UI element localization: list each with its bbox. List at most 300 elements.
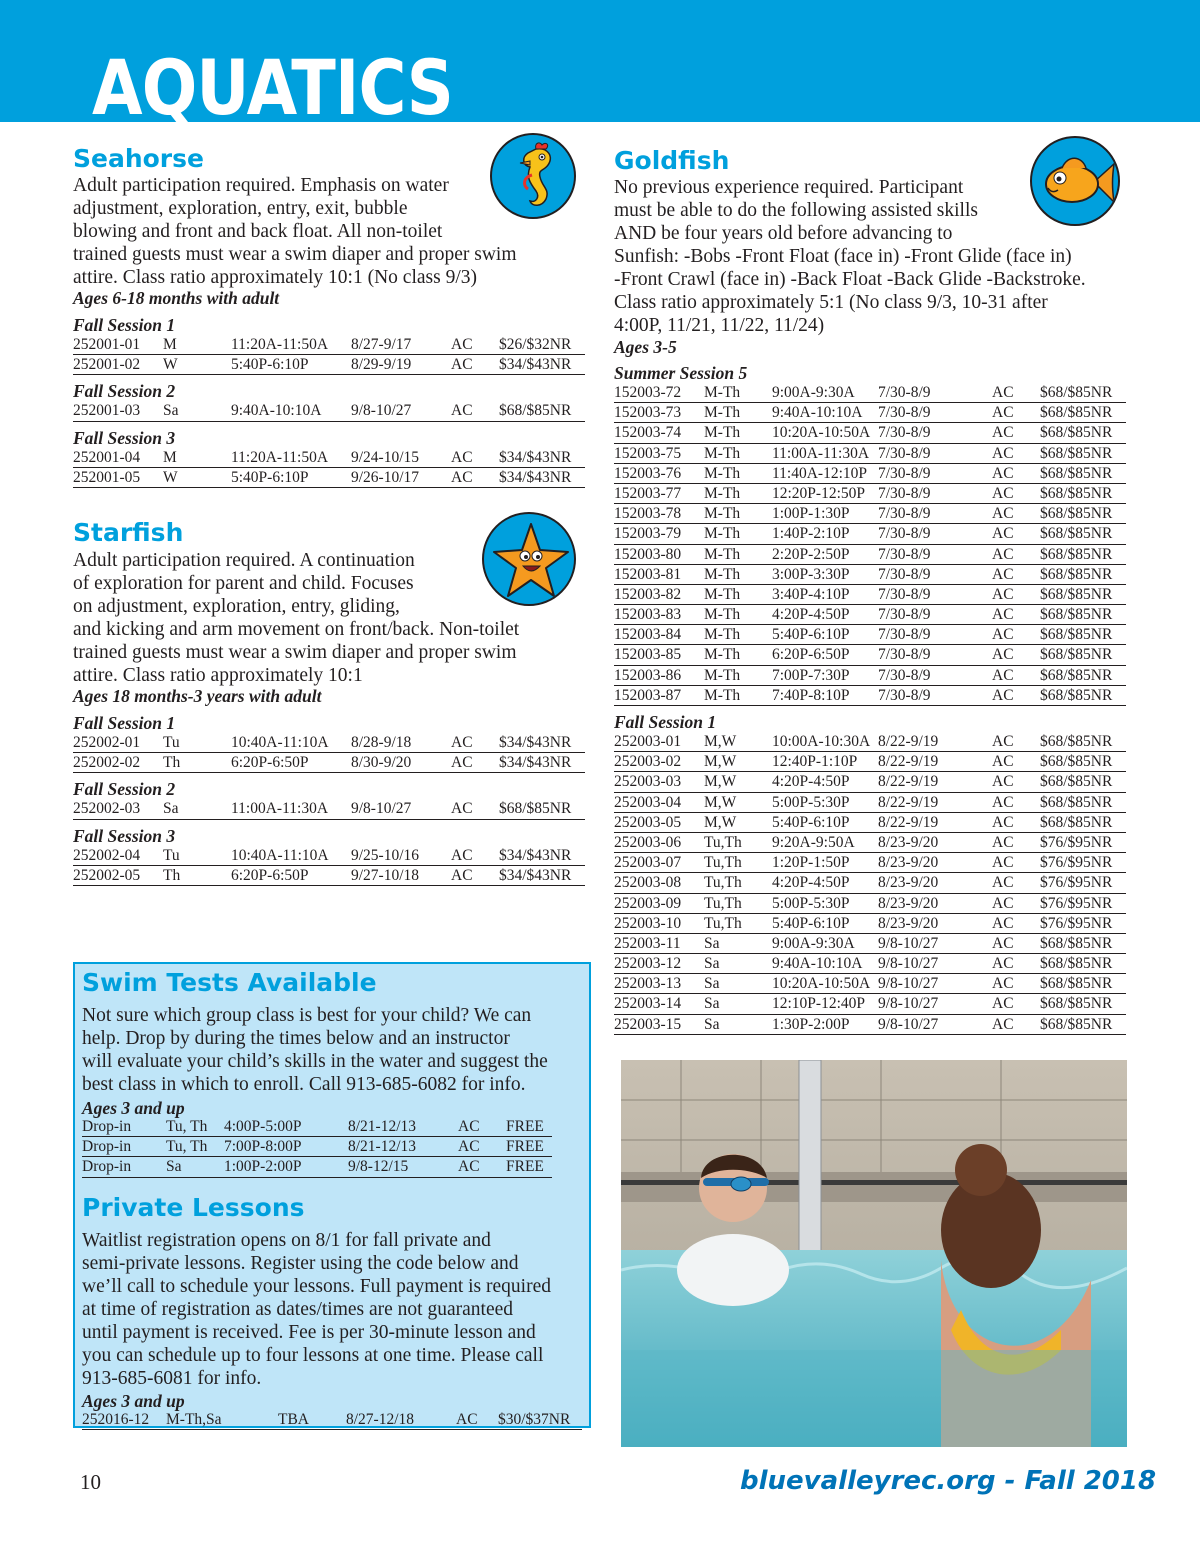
description-line: best class in which to enroll. Call 913-685-6082 for info. (82, 1074, 526, 1095)
location-cell: AC (451, 448, 473, 466)
location-cell: AC (992, 686, 1014, 704)
days-cell: Sa (163, 800, 179, 818)
location-cell: AC (992, 894, 1014, 912)
days-cell: Th (163, 754, 181, 772)
table-row (82, 1137, 552, 1157)
description-line: semi-private lessons. Register using the code below and (82, 1253, 519, 1274)
table-row (614, 423, 1126, 443)
seahorse-heading: Seahorse (73, 144, 204, 173)
location-cell: AC (992, 813, 1014, 831)
course-code-cell: 152003-75 (614, 444, 682, 462)
days-cell: Tu,Th (704, 894, 742, 912)
description-line: AND be four years old before advancing to (614, 223, 953, 244)
location-cell: AC (992, 525, 1014, 543)
course-code-cell: 152003-87 (614, 686, 682, 704)
session-heading: Fall Session 1 (73, 713, 176, 733)
fee-cell: $68/$85NR (1040, 793, 1113, 811)
time-cell: 4:20P-4:50P (772, 773, 850, 791)
days-cell: Sa (163, 402, 179, 420)
course-code-cell: Drop-in (82, 1158, 132, 1176)
location-cell: AC (992, 424, 1014, 442)
course-code-cell: 252003-05 (614, 813, 682, 831)
table-row (614, 585, 1126, 605)
description-line: until payment is received. Fee is per 30-minute lesson and (82, 1322, 536, 1343)
dates-cell: 7/30-8/9 (878, 525, 931, 543)
days-cell: M (163, 336, 177, 353)
dates-cell: 8/28-9/18 (351, 734, 412, 751)
description-line: Adult participation required. Emphasis on water (73, 175, 449, 196)
starfish-heading: Starfish (73, 518, 184, 547)
dates-cell: 8/30-9/20 (351, 754, 412, 772)
session-heading: Fall Session 1 (73, 315, 176, 335)
time-cell: 3:40P-4:10P (772, 585, 850, 603)
days-cell: M,W (704, 733, 737, 750)
days-cell: M-Th (704, 424, 741, 442)
course-code-cell: 252003-02 (614, 753, 682, 771)
fee-cell: $30/$37NR (498, 1411, 571, 1428)
fee-cell: $76/$95NR (1040, 894, 1113, 912)
location-cell: AC (451, 754, 473, 772)
location-cell: AC (992, 646, 1014, 664)
description-line: Class ratio approximately 5:1 (No class 9/3, 10-31 after (614, 292, 1048, 313)
location-cell: AC (992, 854, 1014, 872)
time-cell: 1:30P-2:00P (772, 1015, 850, 1033)
location-cell: AC (451, 402, 473, 420)
time-cell: 9:00A-9:30A (772, 934, 855, 952)
dates-cell: 9/8-10/27 (878, 934, 939, 952)
time-cell: 5:40P-6:10P (772, 626, 850, 644)
course-code-cell: 252003-14 (614, 995, 682, 1013)
dates-cell: 9/25-10/16 (351, 846, 420, 864)
table-row (614, 873, 1126, 893)
course-code-cell: 252002-01 (73, 734, 141, 751)
dates-cell: 7/30-8/9 (878, 424, 931, 442)
course-code-cell: 252003-13 (614, 975, 682, 993)
dates-cell: 9/8-10/27 (878, 955, 939, 973)
time-cell: 12:10P-12:40P (772, 995, 866, 1013)
fee-cell: $34/$43NR (499, 468, 572, 486)
time-cell: 7:00P-7:30P (772, 666, 850, 684)
table-row (614, 954, 1126, 974)
starfish-icon (482, 512, 576, 606)
location-cell: AC (992, 833, 1014, 851)
description-line: blowing and front and back float. All non-toilet (73, 221, 443, 242)
days-cell: M-Th (704, 585, 741, 603)
course-code-cell: 152003-73 (614, 404, 682, 422)
table-row (614, 974, 1126, 994)
description-line: attire. Class ratio approximately 10:1 (No class 9/3) (73, 267, 477, 288)
fee-cell: $68/$85NR (1040, 753, 1113, 771)
days-cell: Tu, Th (166, 1118, 208, 1135)
description-line: of exploration for parent and child. Focuses (73, 573, 414, 594)
dates-cell: 8/23-9/20 (878, 914, 939, 932)
location-cell: AC (456, 1411, 478, 1428)
table-row (614, 793, 1126, 813)
session-heading: Summer Session 5 (614, 363, 748, 383)
table-row (614, 625, 1126, 645)
days-cell: M-Th (704, 626, 741, 644)
session-heading: Fall Session 2 (73, 779, 176, 800)
table-row (614, 772, 1126, 792)
fee-cell: $68/$85NR (1040, 404, 1113, 422)
dates-cell: 7/30-8/9 (878, 545, 931, 563)
time-cell: 10:20A-10:50A (772, 424, 871, 442)
fee-cell: $68/$85NR (1040, 995, 1113, 1013)
description-line: No previous experience required. Participant (614, 177, 964, 198)
course-code-cell: 252016-12 (82, 1411, 150, 1428)
time-cell: TBA (278, 1411, 309, 1428)
table-row (614, 444, 1126, 464)
footer-site-label: bluevalleyrec.org - Fall 2018 (740, 1466, 1157, 1496)
course-code-cell: 252002-02 (73, 754, 141, 772)
location-cell: AC (992, 545, 1014, 563)
fee-cell: $26/$32NR (499, 336, 572, 353)
fee-cell: $68/$85NR (1040, 585, 1113, 603)
days-cell: M-Th (704, 384, 741, 401)
days-cell: W (163, 356, 178, 374)
description-line: you can schedule up to four lessons at one time. Please call (82, 1345, 544, 1366)
table-row (73, 846, 585, 866)
course-code-cell: 152003-82 (614, 585, 682, 603)
table-row (614, 484, 1126, 504)
seahorse-schedule (73, 315, 585, 488)
location-cell: AC (451, 336, 473, 353)
dates-cell: 8/22-9/19 (878, 753, 939, 771)
fee-cell: $68/$85NR (1040, 525, 1113, 543)
fee-cell: $68/$85NR (1040, 606, 1113, 624)
swim-tests-heading: Swim Tests Available (82, 968, 377, 997)
description-line: at time of registration as dates/times are not guaranteed (82, 1299, 514, 1320)
fee-cell: $68/$85NR (499, 800, 572, 818)
fee-cell: $68/$85NR (499, 402, 572, 420)
time-cell: 5:40P-6:10P (772, 914, 850, 932)
description-line: Not sure which group class is best for your child? We can (82, 1005, 532, 1026)
time-cell: 12:20P-12:50P (772, 484, 866, 502)
dates-cell: 8/29-9/19 (351, 356, 412, 374)
location-cell: AC (992, 955, 1014, 973)
table-row (614, 524, 1126, 544)
fee-cell: $68/$85NR (1040, 666, 1113, 684)
dates-cell: 8/22-9/19 (878, 813, 939, 831)
course-code-cell: Drop-in (82, 1118, 132, 1135)
time-cell: 9:20A-9:50A (772, 833, 855, 851)
location-cell: AC (451, 734, 473, 751)
description-line: help. Drop by during the times below and an instructor (82, 1028, 510, 1049)
course-code-cell: 152003-79 (614, 525, 682, 543)
table-row (82, 1157, 552, 1177)
days-cell: Sa (166, 1158, 182, 1176)
time-cell: 10:40A-11:10A (231, 846, 329, 864)
description-line: and kicking and arm movement on front/back. Non-toilet (73, 619, 520, 640)
fee-cell: $34/$43NR (499, 448, 572, 466)
location-cell: AC (992, 666, 1014, 684)
location-cell: AC (992, 995, 1014, 1013)
time-cell: 11:20A-11:50A (231, 448, 329, 466)
swim-lesson-photo (621, 1060, 1127, 1447)
table-row (614, 686, 1126, 706)
course-code-cell: 152003-78 (614, 505, 682, 523)
fee-cell: $34/$43NR (499, 356, 572, 374)
fee-cell: $68/$85NR (1040, 424, 1113, 442)
dates-cell: 9/8-10/27 (351, 800, 412, 818)
dates-cell: 9/8-10/27 (878, 995, 939, 1013)
time-cell: 11:00A-11:30A (772, 444, 870, 462)
session-heading: Fall Session 2 (73, 381, 176, 402)
fee-cell: $34/$43NR (499, 866, 572, 884)
location-cell: AC (992, 914, 1014, 932)
location-cell: AC (451, 356, 473, 374)
fee-cell: $68/$85NR (1040, 384, 1113, 401)
course-code-cell: 152003-72 (614, 384, 682, 401)
description-line: trained guests must wear a swim diaper and proper swim (73, 244, 517, 265)
table-row (73, 866, 585, 886)
swim-tests-ages: Ages 3 and up (82, 1098, 185, 1118)
days-cell: Tu (163, 734, 180, 751)
days-cell: Tu,Th (704, 914, 742, 932)
days-cell: Tu,Th (704, 874, 742, 892)
location-cell: AC (451, 846, 473, 864)
location-cell: AC (451, 468, 473, 486)
fee-cell: $68/$85NR (1040, 444, 1113, 462)
course-code-cell: 152003-81 (614, 565, 682, 583)
days-cell: M-Th (704, 404, 741, 422)
time-cell: 9:40A-10:10A (231, 402, 322, 420)
table-row (73, 448, 585, 468)
goldfish-heading: Goldfish (614, 146, 730, 175)
time-cell: 11:40A-12:10P (772, 464, 868, 482)
days-cell: M-Th (704, 464, 741, 482)
time-cell: 10:00A-10:30A (772, 733, 871, 750)
location-cell: AC (458, 1118, 480, 1135)
fee-cell: $68/$85NR (1040, 646, 1113, 664)
description-line: must be able to do the following assisted skills (614, 200, 978, 221)
description-line: Adult participation required. A continuation (73, 550, 415, 571)
course-code-cell: 252002-04 (73, 846, 141, 864)
table-row (614, 666, 1126, 686)
table-row (614, 545, 1126, 565)
fee-cell: $68/$85NR (1040, 813, 1113, 831)
course-code-cell: 252001-05 (73, 468, 141, 486)
dates-cell: 7/30-8/9 (878, 505, 931, 523)
course-code-cell: 252003-01 (614, 733, 682, 750)
swim-tests-schedule (82, 1117, 552, 1178)
course-code-cell: 252001-02 (73, 356, 141, 374)
table-row (614, 383, 1126, 403)
table-row (614, 894, 1126, 914)
dates-cell: 9/24-10/15 (351, 448, 420, 466)
description-line: attire. Class ratio approximately 10:1 (73, 665, 363, 686)
location-cell: AC (992, 626, 1014, 644)
session-heading: Fall Session 3 (73, 825, 176, 846)
starfish-schedule (73, 713, 585, 886)
time-cell: 5:40P-6:10P (231, 356, 309, 374)
table-row (614, 994, 1126, 1014)
dates-cell: 7/30-8/9 (878, 646, 931, 664)
dates-cell: 9/27-10/18 (351, 866, 420, 884)
table-row (73, 733, 585, 753)
table-row (614, 853, 1126, 873)
swim-tests-box (73, 962, 591, 1428)
location-cell: AC (451, 800, 473, 818)
location-cell: AC (992, 444, 1014, 462)
location-cell: AC (992, 484, 1014, 502)
dates-cell: 8/22-9/19 (878, 733, 939, 750)
fee-cell: $34/$43NR (499, 846, 572, 864)
fee-cell: FREE (506, 1158, 544, 1176)
course-code-cell: 252003-15 (614, 1015, 682, 1033)
table-row (614, 934, 1126, 954)
fee-cell: $68/$85NR (1040, 733, 1113, 750)
days-cell: M-Th (704, 646, 741, 664)
course-code-cell: 252003-04 (614, 793, 682, 811)
course-code-cell: 252003-06 (614, 833, 682, 851)
location-cell: AC (992, 934, 1014, 952)
days-cell: Sa (704, 955, 720, 973)
time-cell: 5:40P-6:10P (772, 813, 850, 831)
time-cell: 9:40A-10:10A (772, 404, 863, 422)
table-row (614, 914, 1126, 934)
time-cell: 6:20P-6:50P (231, 754, 309, 772)
time-cell: 1:00P-2:00P (224, 1158, 302, 1176)
dates-cell: 7/30-8/9 (878, 666, 931, 684)
time-cell: 6:20P-6:50P (231, 866, 309, 884)
description-line: will evaluate your child’s skills in the water and suggest the (82, 1051, 548, 1072)
course-code-cell: 252002-05 (73, 866, 141, 884)
table-row (614, 813, 1126, 833)
fee-cell: $76/$95NR (1040, 874, 1113, 892)
course-code-cell: 252003-08 (614, 874, 682, 892)
course-code-cell: Drop-in (82, 1138, 132, 1156)
location-cell: AC (992, 606, 1014, 624)
table-row (614, 833, 1126, 853)
location-cell: AC (992, 773, 1014, 791)
dates-cell: 7/30-8/9 (878, 444, 931, 462)
dates-cell: 8/23-9/20 (878, 854, 939, 872)
dates-cell: 7/30-8/9 (878, 404, 931, 422)
dates-cell: 9/8-10/27 (878, 1015, 939, 1033)
time-cell: 5:00P-5:30P (772, 793, 850, 811)
dates-cell: 7/30-8/9 (878, 606, 931, 624)
fee-cell: $68/$85NR (1040, 686, 1113, 704)
fee-cell: $76/$95NR (1040, 914, 1113, 932)
days-cell: M (163, 448, 177, 466)
time-cell: 4:20P-4:50P (772, 874, 850, 892)
table-row (73, 355, 585, 375)
time-cell: 6:20P-6:50P (772, 646, 850, 664)
dates-cell: 8/21-12/13 (348, 1138, 417, 1156)
course-code-cell: 252003-12 (614, 955, 682, 973)
seahorse-ages: Ages 6-18 months with adult (73, 288, 280, 308)
description-line: we’ll call to schedule your lessons. Full payment is required (82, 1276, 551, 1297)
location-cell: AC (992, 384, 1014, 401)
description-line: 913-685-6081 for info. (82, 1368, 262, 1389)
location-cell: AC (992, 733, 1014, 750)
description-line: on adjustment, exploration, entry, gliding, (73, 596, 400, 617)
description-line: -Front Crawl (face in) -Back Float -Back Glide -Backstroke. (614, 269, 1086, 290)
dates-cell: 9/26-10/17 (351, 468, 420, 486)
days-cell: Tu,Th (704, 854, 742, 872)
days-cell: Tu, Th (166, 1138, 208, 1156)
days-cell: M-Th (704, 565, 741, 583)
time-cell: 10:20A-10:50A (772, 975, 871, 993)
table-row (82, 1117, 552, 1137)
fee-cell: FREE (506, 1138, 544, 1156)
days-cell: Sa (704, 1015, 720, 1033)
swim-tests-description (82, 1004, 587, 1096)
time-cell: 11:20A-11:50A (231, 336, 329, 353)
fee-cell: $76/$95NR (1040, 833, 1113, 851)
dates-cell: 7/30-8/9 (878, 626, 931, 644)
location-cell: AC (458, 1158, 480, 1176)
location-cell: AC (992, 585, 1014, 603)
dates-cell: 9/8-10/27 (351, 402, 412, 420)
dates-cell: 8/22-9/19 (878, 793, 939, 811)
days-cell: M-Th (704, 505, 741, 523)
days-cell: M,W (704, 753, 737, 771)
course-code-cell: 152003-76 (614, 464, 682, 482)
description-line: Sunfish: -Bobs -Front Float (face in) -Front Glide (face in) (614, 246, 1072, 267)
header-banner (0, 0, 1200, 132)
time-cell: 4:20P-4:50P (772, 606, 850, 624)
goldfish-icon (1030, 136, 1120, 226)
dates-cell: 7/30-8/9 (878, 464, 931, 482)
private-lessons-heading: Private Lessons (82, 1193, 305, 1222)
private-lessons-ages: Ages 3 and up (82, 1391, 185, 1411)
course-code-cell: 252003-09 (614, 894, 682, 912)
days-cell: M-Th,Sa (166, 1411, 222, 1428)
time-cell: 1:40P-2:10P (772, 525, 850, 543)
dates-cell: 7/30-8/9 (878, 565, 931, 583)
fee-cell: $68/$85NR (1040, 773, 1113, 791)
course-code-cell: 252003-10 (614, 914, 682, 932)
course-code-cell: 152003-83 (614, 606, 682, 624)
page-title: AQUATICS (92, 43, 453, 132)
table-row (82, 1410, 582, 1430)
table-row (73, 799, 585, 819)
days-cell: M,W (704, 793, 737, 811)
time-cell: 3:00P-3:30P (772, 565, 850, 583)
course-code-cell: 252001-01 (73, 336, 141, 353)
days-cell: M-Th (704, 545, 741, 563)
dates-cell: 7/30-8/9 (878, 384, 931, 401)
table-row (614, 1015, 1126, 1035)
location-cell: AC (992, 753, 1014, 771)
description-line: adjustment, exploration, entry, exit, bubble (73, 198, 408, 219)
days-cell: M-Th (704, 606, 741, 624)
dates-cell: 8/27-12/18 (346, 1411, 415, 1428)
fee-cell: $68/$85NR (1040, 955, 1113, 973)
dates-cell: 8/21-12/13 (348, 1118, 417, 1135)
fee-cell: $68/$85NR (1040, 975, 1113, 993)
table-row (614, 605, 1126, 625)
course-code-cell: 252003-07 (614, 854, 682, 872)
course-code-cell: 152003-74 (614, 424, 682, 442)
dates-cell: 8/23-9/20 (878, 874, 939, 892)
course-code-cell: 152003-77 (614, 484, 682, 502)
fee-cell: $68/$85NR (1040, 626, 1113, 644)
page-number: 10 (80, 1470, 101, 1494)
course-code-cell: 252002-03 (73, 800, 141, 818)
table-row (614, 752, 1126, 772)
table-row (614, 732, 1126, 752)
course-code-cell: 252003-11 (614, 934, 681, 952)
goldfish-schedule (614, 363, 1126, 1035)
time-cell: 1:20P-1:50P (772, 854, 850, 872)
table-row (614, 565, 1126, 585)
days-cell: M-Th (704, 484, 741, 502)
session-heading: Fall Session 3 (73, 427, 176, 448)
fee-cell: $68/$85NR (1040, 505, 1113, 523)
